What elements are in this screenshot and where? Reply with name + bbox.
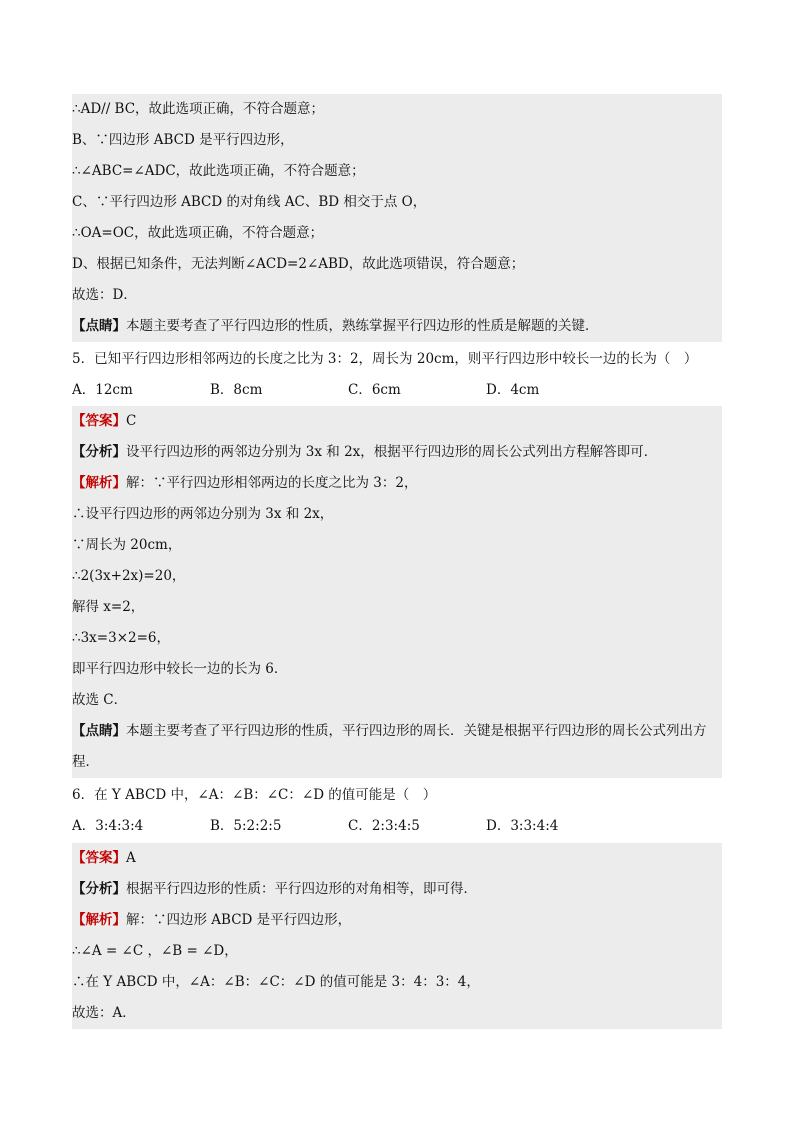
question-6-options <box>72 811 722 842</box>
analysis-line <box>72 437 722 468</box>
solution-line: 即平行四边形中较长一边的长为 6． <box>72 654 722 685</box>
analysis-tag: 【分析】 <box>72 881 126 897</box>
solution-tag: 【解析】 <box>72 912 126 928</box>
solution-line <box>72 468 722 499</box>
answer-tag: 【答案】 <box>72 850 126 866</box>
solution-line: ∴AD// BC，故此选项正确，不符合题意； <box>72 94 722 125</box>
option-b: B．5:2:2:5 <box>210 818 282 834</box>
question-5-options <box>72 375 722 406</box>
comment-line <box>72 311 722 342</box>
analysis-text: 设平行四边形的两邻边分别为 3x 和 2x，根据平行四边形的周长公式列出方程解答即可． <box>126 444 658 460</box>
solution-line: ∴在 Y ABCD 中，∠A：∠B：∠C：∠D 的值可能是 3：4：3：4， <box>72 967 722 998</box>
analysis-line <box>72 874 722 905</box>
solution-line: 故选：D． <box>72 280 722 311</box>
solution-line: ∴3x=3×2=6， <box>72 623 722 654</box>
option-c: C．6cm <box>348 382 401 398</box>
answer-line <box>72 406 722 437</box>
option-d: D．3:3:4:4 <box>486 818 559 834</box>
comment-text: 本题主要考查了平行四边形的性质，熟练掌握平行四边形的性质是解题的关键． <box>126 318 599 334</box>
solution-line: ∴∠A = ∠C ，∠B = ∠D， <box>72 936 722 967</box>
solution-line: 解得 x=2， <box>72 592 722 623</box>
solution-tag: 【解析】 <box>72 475 126 491</box>
answer-value: C <box>126 413 137 429</box>
option-b: B．8cm <box>210 382 263 398</box>
solution-line: ∴2(3x+2x)=20， <box>72 561 722 592</box>
answer-line <box>72 843 722 874</box>
answer-value: A <box>126 850 136 866</box>
solution-line: ∵周长为 20cm， <box>72 530 722 561</box>
comment-tag: 【点睛】 <box>72 723 126 739</box>
analysis-text: 根据平行四边形的性质：平行四边形的对角相等，即可得． <box>126 881 477 897</box>
solution-line: D、根据已知条件，无法判断∠ACD=2∠ABD，故此选项错误，符合题意； <box>72 249 722 280</box>
solution-line: C、∵平行四边形 ABCD 的对角线 AC、BD 相交于点 O， <box>72 187 722 218</box>
solution-line: ∴∠ABC=∠ADC，故此选项正确，不符合题意； <box>72 156 722 187</box>
comment-text: 本题主要考查了平行四边形的性质，平行四边形的周长．关键是根据平行四边形的周长公式列出方程． <box>72 723 707 770</box>
question-6: 6．在 Y ABCD 中，∠A：∠B：∠C：∠D 的值可能是（ ） <box>72 787 437 803</box>
solution-line: 故选 C． <box>72 685 722 716</box>
comment-line <box>72 716 722 778</box>
solution-text: 解：∵平行四边形相邻两边的长度之比为 3：2， <box>126 475 418 491</box>
solution-text: 解：∵四边形 ABCD 是平行四边形， <box>126 912 352 928</box>
answer-tag: 【答案】 <box>72 413 126 429</box>
option-c: C．2:3:4:5 <box>348 818 420 834</box>
question-5: 5．已知平行四边形相邻两边的长度之比为 3：2，周长为 20cm，则平行四边形中较长一边的长为（ ） <box>72 351 698 367</box>
comment-tag: 【点睛】 <box>72 318 126 334</box>
option-a: A．3:4:3:4 <box>72 818 144 834</box>
option-d: D．4cm <box>486 382 540 398</box>
option-a: A．12cm <box>72 382 133 398</box>
solution-line: ∴OA=OC，故此选项正确，不符合题意； <box>72 218 722 249</box>
solution-line: ∴设平行四边形的两邻边分别为 3x 和 2x， <box>72 499 722 530</box>
solution-line: B、∵四边形 ABCD 是平行四边形， <box>72 125 722 156</box>
solution-line: 故选：A． <box>72 998 722 1029</box>
solution-line <box>72 905 722 936</box>
analysis-tag: 【分析】 <box>72 444 126 460</box>
